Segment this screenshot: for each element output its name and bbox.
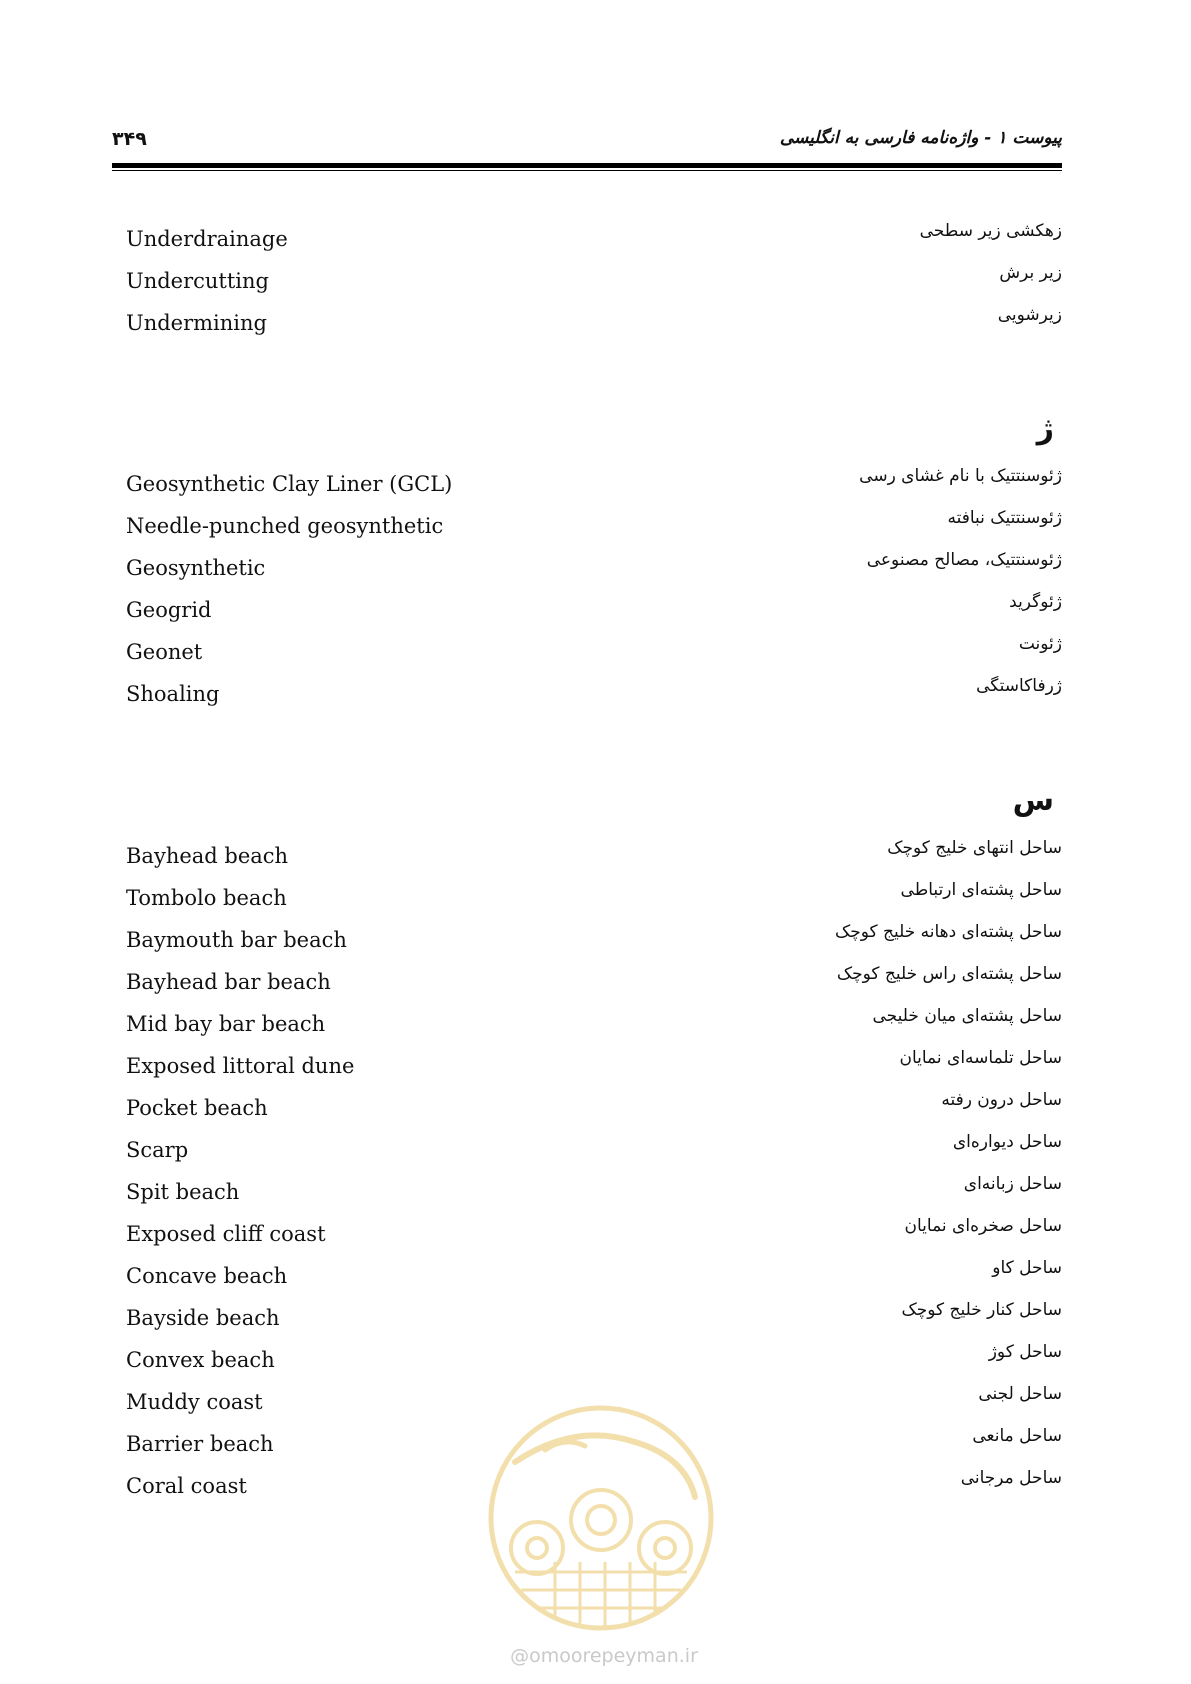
english-term: Bayside beach [126, 1306, 280, 1330]
english-term: Undermining [126, 311, 267, 335]
section-letter-heading: س [1012, 783, 1054, 818]
english-term: Geosynthetic [126, 556, 266, 580]
header-rule-thick [112, 163, 1062, 168]
section-letter-heading: ژ [1036, 411, 1054, 446]
glossary-entry [112, 672, 1062, 714]
glossary-entry [112, 1128, 1062, 1170]
persian-term: زهکشی زیر سطحی [919, 221, 1062, 241]
persian-term: ساحل پشته‌ای ارتباطی [900, 880, 1062, 900]
persian-term: زیرشویی [997, 305, 1062, 325]
english-term: Geosynthetic Clay Liner (GCL) [126, 472, 453, 496]
glossary-entry [112, 1086, 1062, 1128]
english-term: Convex beach [126, 1348, 275, 1372]
english-term: Concave beach [126, 1264, 288, 1288]
glossary-entry [112, 918, 1062, 960]
glossary-entry [112, 834, 1062, 876]
watermark-logo [485, 1402, 717, 1634]
persian-term: ژئوسنتتیک نبافته [947, 508, 1062, 528]
english-term: Tombolo beach [126, 886, 287, 910]
persian-term: زیر برش [999, 263, 1062, 283]
persian-term: ژئوگرید [1009, 592, 1062, 612]
glossary-entry [112, 1170, 1062, 1212]
watermark-url-text: omoorepeyman.ir [529, 1645, 698, 1667]
glossary-entry [112, 1296, 1062, 1338]
english-term: Undercutting [126, 269, 269, 293]
english-term: Underdrainage [126, 227, 288, 251]
persian-term: ساحل صخره‌ای نمایان [904, 1216, 1062, 1236]
persian-term: ساحل انتهای خلیج کوچک [887, 838, 1062, 858]
glossary-section-continued [112, 217, 1062, 343]
page-header [112, 128, 1062, 158]
glossary-entry [112, 588, 1062, 630]
glossary-entry [112, 217, 1062, 259]
glossary-section-zhe [112, 408, 1062, 714]
glossary-entry [112, 504, 1062, 546]
persian-term: ژئونت [1018, 634, 1062, 654]
watermark-url [494, 1645, 714, 1667]
persian-term: ساحل کاو [992, 1258, 1062, 1278]
english-term: Baymouth bar beach [126, 928, 347, 952]
persian-term: ساحل پشته‌ای میان خلیجی [872, 1006, 1062, 1026]
glossary-entry [112, 546, 1062, 588]
english-term: Barrier beach [126, 1432, 274, 1456]
persian-term: ساحل پشته‌ای راس خلیج کوچک [836, 964, 1062, 984]
glossary-section-sin [112, 780, 1062, 1506]
page-number: ۳۴۹ [112, 128, 147, 150]
english-term: Bayhead beach [126, 844, 289, 868]
glossary-entry [112, 1044, 1062, 1086]
english-term: Muddy coast [126, 1390, 263, 1414]
persian-term: ساحل پشته‌ای دهانه خلیج کوچک [835, 922, 1062, 942]
glossary-entry [112, 960, 1062, 1002]
glossary-entry [112, 1338, 1062, 1380]
glossary-entry [112, 259, 1062, 301]
glossary-entry [112, 1254, 1062, 1296]
persian-term: ساحل کنار خلیج کوچک [901, 1300, 1062, 1320]
glossary-entry [112, 1212, 1062, 1254]
persian-term: ساحل تلماسه‌ای نمایان [899, 1048, 1062, 1068]
header-rule-thin [112, 170, 1062, 171]
persian-term: ساحل زبانه‌ای [963, 1174, 1062, 1194]
glossary-entry [112, 462, 1062, 504]
glossary-entry [112, 876, 1062, 918]
english-term: Bayhead bar beach [126, 970, 331, 994]
persian-term: ساحل کوژ [988, 1342, 1062, 1362]
running-title: پیوست ۱ - واژه‌نامه فارسی به انگلیسی [779, 128, 1062, 148]
english-term: Exposed cliff coast [126, 1222, 326, 1246]
english-term: Scarp [126, 1138, 189, 1162]
english-term: Coral coast [126, 1474, 247, 1498]
persian-term: ساحل مانعی [972, 1426, 1062, 1446]
english-term: Mid bay bar beach [126, 1012, 326, 1036]
glossary-entry [112, 630, 1062, 672]
persian-term: ساحل مرجانی [960, 1468, 1062, 1488]
persian-term: ساحل دیواره‌ای [952, 1132, 1062, 1152]
english-term: Pocket beach [126, 1096, 268, 1120]
persian-term: ساحل درون رفته [941, 1090, 1062, 1110]
english-term: Shoaling [126, 682, 220, 706]
persian-term: ساحل لجنی [978, 1384, 1062, 1404]
english-term: Exposed littoral dune [126, 1054, 355, 1078]
at-icon: @ [510, 1645, 530, 1667]
english-term: Geogrid [126, 598, 212, 622]
persian-term: ژئوسنتتیک با نام غشای رسی [859, 466, 1062, 486]
english-term: Needle-punched geosynthetic [126, 514, 444, 538]
glossary-entry [112, 1002, 1062, 1044]
persian-term: ژئوسنتتیک، مصالح مصنوعی [866, 550, 1062, 570]
glossary-entry [112, 301, 1062, 343]
english-term: Geonet [126, 640, 203, 664]
persian-term: ژرفاکاستگی [976, 676, 1062, 696]
english-term: Spit beach [126, 1180, 240, 1204]
